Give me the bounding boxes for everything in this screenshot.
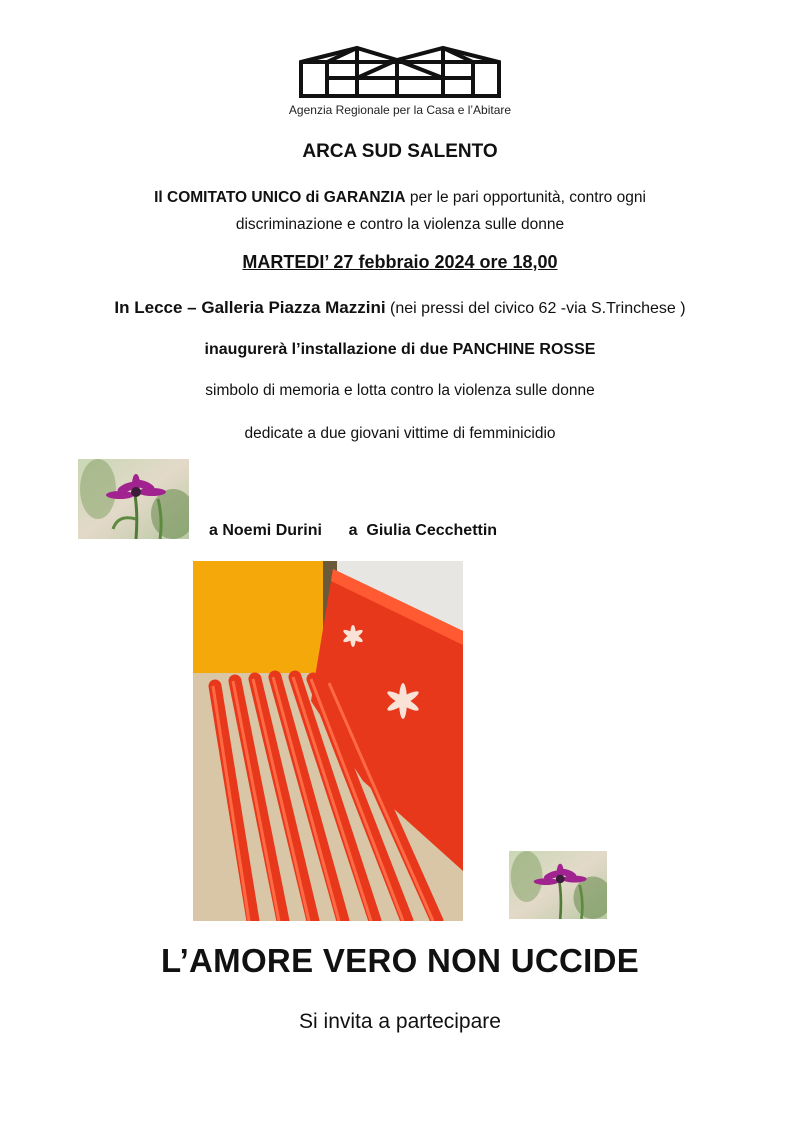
inauguration-text: inaugurerà l’installazione di due PANCHINE ROSSE bbox=[204, 341, 596, 358]
committee-purpose: per le pari opportunità, contro ogni bbox=[405, 189, 646, 206]
symbol-text: simbolo di memoria e lotta contro la violenza sulle donne bbox=[205, 382, 595, 399]
committee-line-1 bbox=[0, 184, 800, 211]
arca-house-outline-logo-icon bbox=[297, 44, 503, 100]
event-place-name: In Lecce – Galleria Piazza Mazzini bbox=[114, 298, 386, 317]
event-place-detail: (nei pressi del civico 62 -via S.Trinchese ) bbox=[385, 300, 686, 317]
organization-name: ARCA SUD SALENTO bbox=[302, 141, 498, 162]
red-bench-icon bbox=[193, 561, 463, 921]
flower-image-small bbox=[509, 851, 607, 919]
committee-paragraph bbox=[0, 184, 800, 238]
arca-logo bbox=[297, 44, 503, 100]
invitation-text: Si invita a partecipare bbox=[299, 1010, 501, 1033]
agency-name: Agenzia Regionale per la Casa e l’Abitare bbox=[288, 103, 512, 117]
event-place bbox=[0, 298, 800, 318]
event-date: MARTEDI’ 27 febbraio 2024 ore 18,00 bbox=[242, 252, 558, 272]
flower-photo-icon bbox=[78, 459, 189, 539]
victim-names: a Noemi Durini a Giulia Cecchettin bbox=[209, 522, 498, 539]
flower-image bbox=[78, 459, 189, 539]
dedication-text: dedicate a due giovani vittime di femminicidio bbox=[244, 425, 556, 442]
committee-name: Il COMITATO UNICO di GARANZIA bbox=[154, 189, 406, 206]
red-bench-photo bbox=[193, 561, 463, 921]
flower-photo-small-icon bbox=[509, 851, 607, 919]
committee-line-2: discriminazione e contro la violenza sulle donne bbox=[235, 216, 565, 233]
slogan: L’AMORE VERO NON UCCIDE bbox=[160, 942, 640, 979]
